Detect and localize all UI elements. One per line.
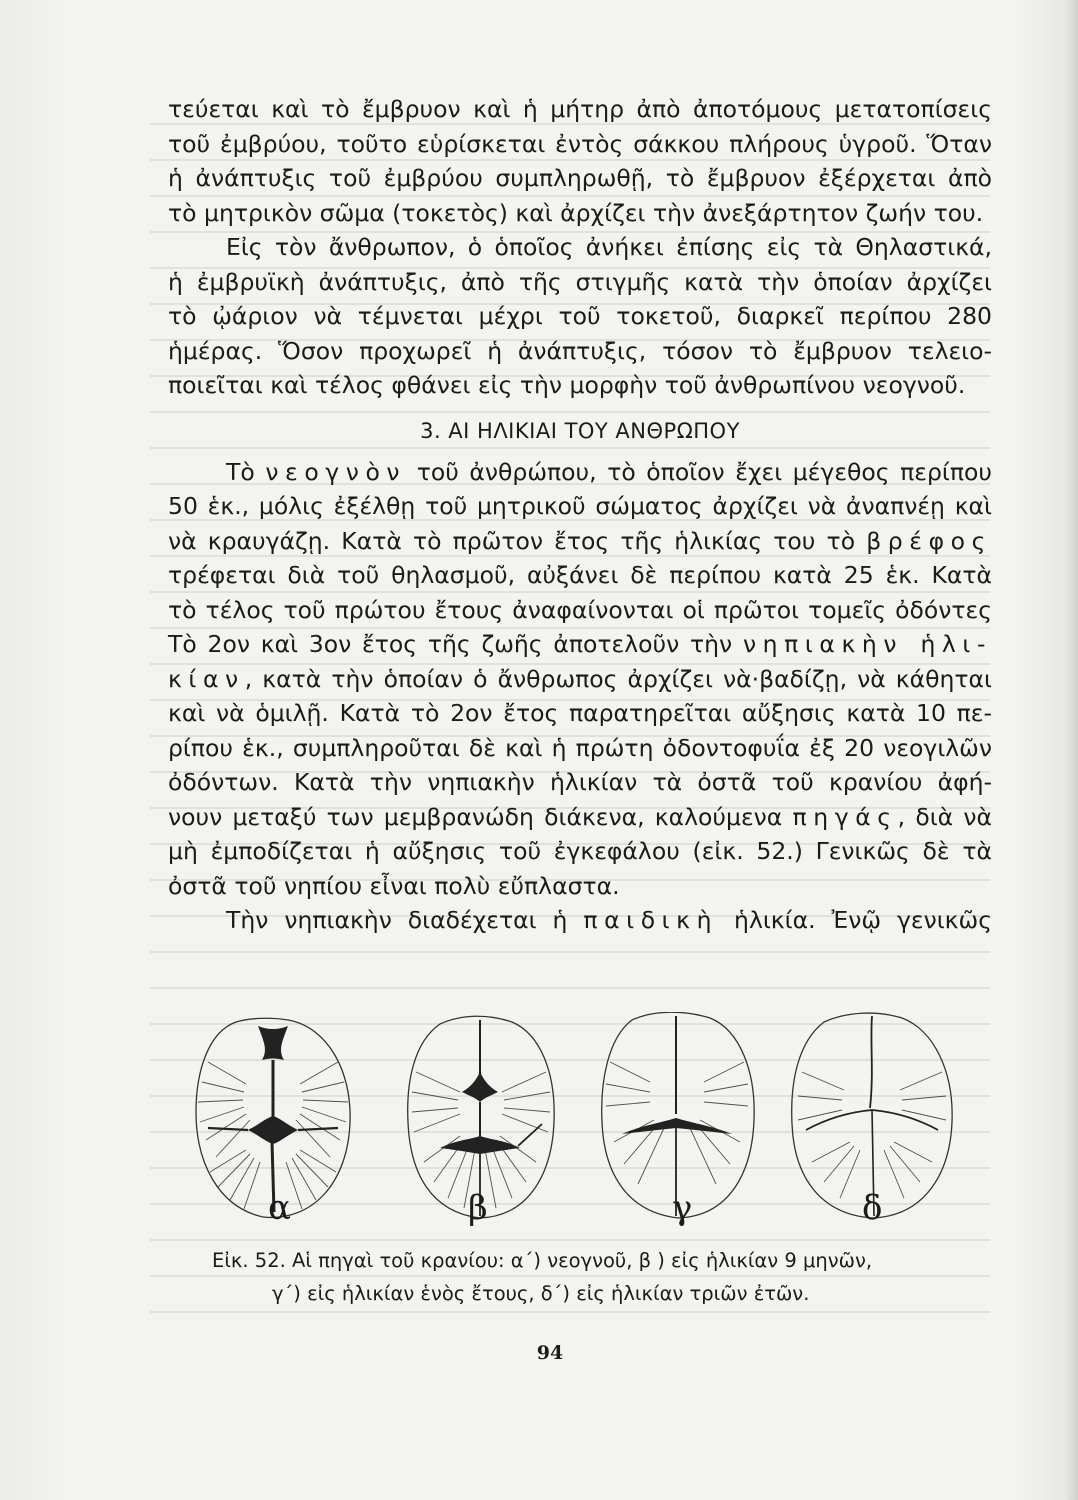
posterior-fontanelle [622, 1118, 732, 1134]
text-span: , κατὰ τὴν ὁποίαν ὁ ἄνθρωπος ἀρχίζει νὰ·βαδίζῃ, νὰ κάθηται [244, 664, 992, 693]
text-line: Εἰς τὸν ἄνθρωπον, ὁ ὁποῖος ἀνήκει ἐπίσης εἰς τὰ Θηλαστικά, [226, 233, 992, 261]
text-span: ἡλικία. Ἐνῷ γενικῶς [718, 906, 993, 934]
text-span: νὰ κραυγάζῃ. Κατὰ τὸ πρῶτον ἔτος τῆς ἡλικίας του τὸ [168, 526, 867, 555]
caption-line: γ΄) εἰς ἡλικίαν ἑνὸς ἔτους, δ΄) εἰς ἡλικίαν τριῶν ἐτῶν. [272, 1282, 810, 1305]
text-line: τὸ τέλος τοῦ πρώτου ἔτους ἀναφαίνονται οἱ πρῶτοι τομεῖς ὀδόντες [168, 595, 992, 624]
emphasis-term: βρέφος [866, 526, 992, 555]
text-line: τὸ μητρικὸν σῶμα (τοκετὸς) καὶ ἀρχίζει τὴν ἀνεξάρτητον ζωήν του. [168, 198, 984, 227]
text-line: 50 ἑκ., μόλις ἐξέλθῃ τοῦ μητρικοῦ σώματος ἀρχίζει νὰ ἀναπνέῃ καὶ [168, 492, 992, 520]
figure-caption [212, 1244, 952, 1310]
text-line: τεύεται καὶ τὸ ἔμβρυον καὶ ἡ μήτηρ ἀπὸ ἀποτόμους μετατοπίσεις [168, 95, 992, 123]
text-span: Τὸ [226, 457, 266, 486]
text-line: τὸ ᾠάριον νὰ τέμνεται μέχρι τοῦ τοκετοῦ, διαρκεῖ περίπου 280 [168, 302, 992, 330]
text-line [168, 455, 992, 490]
text-line: ἡμέρας. Ὅσον προχωρεῖ ἡ ἀνάπτυξις, τόσον τὸ ἔμβρυον τελειο- [168, 336, 992, 365]
text-line: ὀστᾶ τοῦ νηπίου εἶναι πολὺ εὔπλαστα. [168, 871, 620, 900]
text-line: καὶ νὰ ὁμιλῇ. Κατὰ τὸ 2ον ἔτος παρατηρεῖται αὔξησις κατὰ 10 πε- [168, 699, 992, 727]
text-line: τρέφεται διὰ τοῦ θηλασμοῦ, αὐξάνει δὲ περίπου κατὰ 25 ἑκ. Κατὰ [168, 561, 992, 589]
emphasis-term: νηπιακὴν ἡλι- [742, 630, 992, 658]
page-edge-shadow [1064, 0, 1078, 1500]
text-line [168, 627, 992, 662]
emphasis-term: κίαν [168, 664, 245, 693]
text-line: μὴ ἐμποδίζεται ἡ αὔξησις τοῦ ἐγκεφάλου (εἰκ. 52.) Γενικῶς δὲ τὰ [168, 837, 992, 865]
text-span: Τὴν νηπιακὴν διαδέχεται ἡ [226, 906, 584, 934]
text-line: ἡ ἐμβρυϊκὴ ἀνάπτυξις, ἀπὸ τῆς στιγμῆς κατὰ τὴν ὁποίαν ἀρχίζει [168, 267, 992, 296]
anterior-fontanelle [258, 1026, 288, 1060]
text-line [168, 524, 992, 559]
text-line [168, 903, 992, 938]
section-heading: 3. ΑΙ ΗΛΙΚΙΑΙ ΤΟΥ ΑΝΘΡΩΠΟΥ [420, 418, 740, 443]
text-span: τοῦ ἀνθρώπου, τὸ ὁποῖον ἔχει μέγεθος περίπου [406, 457, 993, 486]
text-span: , διὰ νὰ [897, 802, 992, 831]
anterior-fontanelle [462, 1072, 498, 1102]
text-line: τοῦ ἐμβρύου, τοῦτο εὑρίσκεται ἐντὸς σάκκου πλήρους ὑγροῦ. Ὅταν [168, 129, 992, 158]
figure-label-delta: δ [862, 1188, 883, 1228]
text-line: ρίπου ἑκ., συμπληροῦται δὲ καὶ ἡ πρώτη ὀδοντοφυΐα ἐξ 20 νεογιλῶν [168, 733, 992, 762]
figure-label-alpha: α [268, 1188, 291, 1228]
text-line [168, 800, 992, 835]
text-line: ὀδόντων. Κατὰ τὴν νηπιακὴν ἡλικίαν τὰ ὀστᾶ τοῦ κρανίου ἀφή- [168, 768, 992, 796]
posterior-fontanelle [248, 1116, 298, 1144]
emphasis-term: νεογνὸν [265, 457, 407, 486]
posterior-fontanelle [440, 1136, 520, 1154]
page-number: 94 [536, 1342, 564, 1364]
text-line [168, 662, 992, 697]
emphasis-term: παιδικὴ [583, 906, 719, 934]
figure-label-beta: β [468, 1188, 488, 1228]
body-text [168, 92, 992, 938]
caption-line: Εἰκ. 52. Αἱ πηγαὶ τοῦ κρανίου: α΄) νεογνοῦ, β ) εἰς ἡλικίαν 9 μηνῶν, [212, 1249, 873, 1272]
emphasis-term: πηγάς [792, 802, 898, 831]
text-line: ποιεῖται καὶ τέλος φθάνει εἰς τὴν μορφὴν τοῦ ἀνθρωπίνου νεογνοῦ. [168, 371, 966, 399]
text-span: νουν μεταξύ των μεμβρανώδη διάκενα, καλούμενα [168, 802, 793, 831]
sagittal-suture [870, 1016, 872, 1108]
text-line: ἡ ἀνάπτυξις τοῦ ἐμβρύου συμπληρωθῇ, τὸ ἔμβρυον ἐξέρχεται ἀπὸ [168, 164, 992, 192]
text-span: Τὸ 2ον καὶ 3ον ἔτος τῆς ζωῆς ἀποτελοῦν τὴν [168, 630, 743, 658]
figure-label-gamma: γ [672, 1188, 693, 1228]
